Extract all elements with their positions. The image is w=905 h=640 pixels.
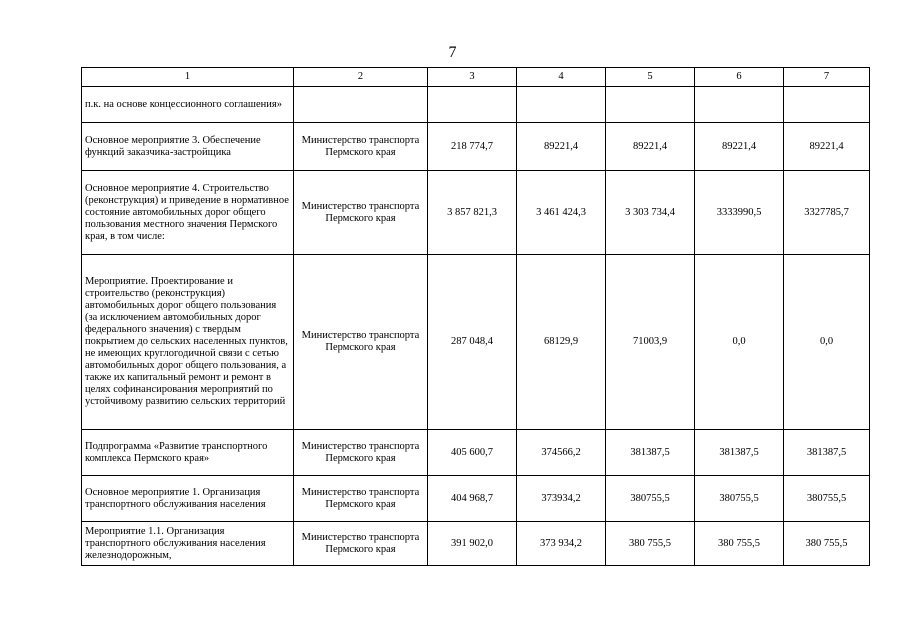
table-row [82, 522, 870, 566]
value-cell: 0,0 [784, 255, 870, 430]
value-cell: 380755,5 [695, 476, 784, 522]
value-cell: 89221,4 [695, 123, 784, 171]
value-cell: 373934,2 [517, 476, 606, 522]
value-cell: 3327785,7 [784, 171, 870, 255]
value-cell: 404 968,7 [428, 476, 517, 522]
table-row [82, 87, 870, 123]
value-cell [784, 87, 870, 123]
value-cell: 89221,4 [606, 123, 695, 171]
value-cell [695, 87, 784, 123]
value-cell: 391 902,0 [428, 522, 517, 566]
value-cell: 381387,5 [784, 430, 870, 476]
column-header: 3 [428, 68, 517, 87]
column-header: 2 [294, 68, 428, 87]
value-cell: 381387,5 [606, 430, 695, 476]
column-header: 4 [517, 68, 606, 87]
value-cell: 71003,9 [606, 255, 695, 430]
executor-cell [294, 87, 428, 123]
value-cell: 380755,5 [784, 476, 870, 522]
value-cell: 405 600,7 [428, 430, 517, 476]
table-row [82, 476, 870, 522]
table-row [82, 171, 870, 255]
column-header: 1 [82, 68, 294, 87]
column-header: 7 [784, 68, 870, 87]
measure-name-cell: Мероприятие 1.1. Организация транспортного обслуживания населения железнодорожным, [82, 522, 294, 566]
page-number: 7 [448, 44, 457, 61]
value-cell: 380 755,5 [606, 522, 695, 566]
value-cell: 287 048,4 [428, 255, 517, 430]
measure-name-cell: Основное мероприятие 4. Строительство (реконструкция) и приведение в нормативное состояние автомобильных дорог общего пользования местного значения Пермского края, в том числе: [82, 171, 294, 255]
value-cell: 89221,4 [784, 123, 870, 171]
column-header: 5 [606, 68, 695, 87]
table-row [82, 255, 870, 430]
value-cell: 374566,2 [517, 430, 606, 476]
measure-name-cell: п.к. на основе концессионного соглашения» [82, 87, 294, 123]
value-cell: 89221,4 [517, 123, 606, 171]
value-cell: 381387,5 [695, 430, 784, 476]
measure-name-cell: Мероприятие. Проектирование и строительство (реконструкция) автомобильных дорог общего пользования (за исключением автомобильных дорог федерального значения) с твердым покрытием до сельских населенных пунктов, не имеющих круглогодичной связи с сетью автомобильных дорог общего пользования, а также их капитальный ремонт и ремонт в целях софинансирования мероприятий по устойчивому развитию сельских территорий [82, 255, 294, 430]
value-cell [517, 87, 606, 123]
value-cell: 68129,9 [517, 255, 606, 430]
executor-cell: Министерство транспорта Пермского края [294, 171, 428, 255]
value-cell [606, 87, 695, 123]
value-cell: 380 755,5 [784, 522, 870, 566]
column-header: 6 [695, 68, 784, 87]
value-cell: 380755,5 [606, 476, 695, 522]
budget-table [81, 67, 870, 566]
value-cell: 380 755,5 [695, 522, 784, 566]
executor-cell: Министерство транспорта Пермского края [294, 123, 428, 171]
value-cell: 218 774,7 [428, 123, 517, 171]
table-row [82, 123, 870, 171]
executor-cell: Министерство транспорта Пермского края [294, 255, 428, 430]
executor-cell: Министерство транспорта Пермского края [294, 476, 428, 522]
table-row [82, 430, 870, 476]
measure-name-cell: Подпрограмма «Развитие транспортного комплекса Пермского края» [82, 430, 294, 476]
value-cell: 3 461 424,3 [517, 171, 606, 255]
value-cell: 3333990,5 [695, 171, 784, 255]
executor-cell: Министерство транспорта Пермского края [294, 522, 428, 566]
value-cell: 3 857 821,3 [428, 171, 517, 255]
value-cell: 373 934,2 [517, 522, 606, 566]
table-header-row [82, 68, 870, 87]
value-cell: 3 303 734,4 [606, 171, 695, 255]
measure-name-cell: Основное мероприятие 3. Обеспечение функций заказчика-застройщика [82, 123, 294, 171]
measure-name-cell: Основное мероприятие 1. Организация транспортного обслуживания населения [82, 476, 294, 522]
value-cell: 0,0 [695, 255, 784, 430]
executor-cell: Министерство транспорта Пермского края [294, 430, 428, 476]
value-cell [428, 87, 517, 123]
